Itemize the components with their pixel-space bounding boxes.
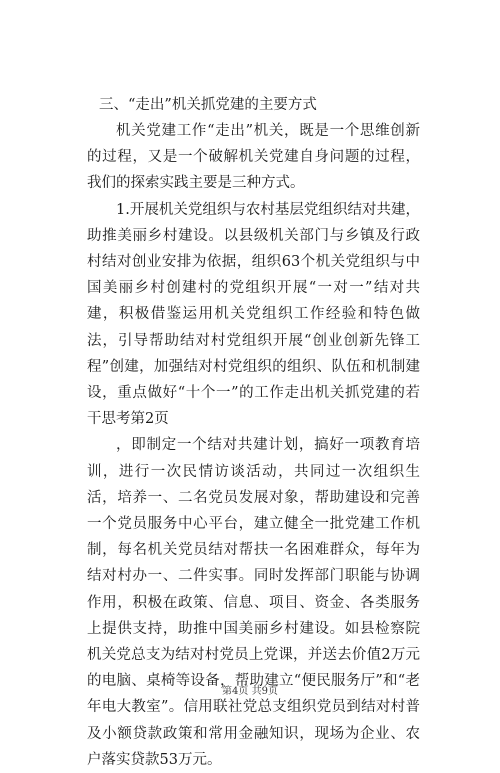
paragraph-item-1: 1.开展机关党组织与农村基层党组织结对共建，助推美丽乡村建设。以县级机关部门与乡镇及行政村结对创业安排为依据，组织63个机关党组织与中国美丽乡村创建村的党组织开展“一对一”结对共建，积极借鉴运用机关党组织工作经验和特色做法，引导帮助结对村党组织开展“创业创新先锋工程”创建，加强结对村党组织的组织、队伍和机制建设，重点做好“十个一”的工作走出机关抓党建的若干思考第2页 [87,201,420,428]
section-heading: 三、“走出”机关抓党建的主要方式 [99,97,317,113]
document-body [87,92,420,773]
page-footer: 第4页 共9页 [222,686,278,697]
paragraph-continuation: ，即制定一个结对共建计划，搞好一项教育培训，进行一次民情访谈活动，共同过一次组织生活，培养一、二名党员发展对象，帮助建设和完善一个党员服务中心平台，建立健全一批党建工作机制，每名机关党员结对帮扶一名困难群众，每年为结对村办一、二件实事。同时发挥部门职能与协调作用，积极在政策、信息、项目、资金、各类服务上提供支持，助推中国美丽乡村建设。如县检察院机关党总支为结对村党员上党课，并送去价值2万元的电脑、桌椅等设备，帮助建立“便民服务厅”和“老年电大教室”。信用联社党总支组织党员到结对村普及小额贷款政策和常用金融知识，现场为企业、农户落实贷款53万元。 [87,437,420,768]
paragraph-intro: 机关党建工作“走出”机关，既是一个思维创新的过程，又是一个破解机关党建自身问题的过程，我们的探索实践主要是三种方式。 [87,123,420,192]
